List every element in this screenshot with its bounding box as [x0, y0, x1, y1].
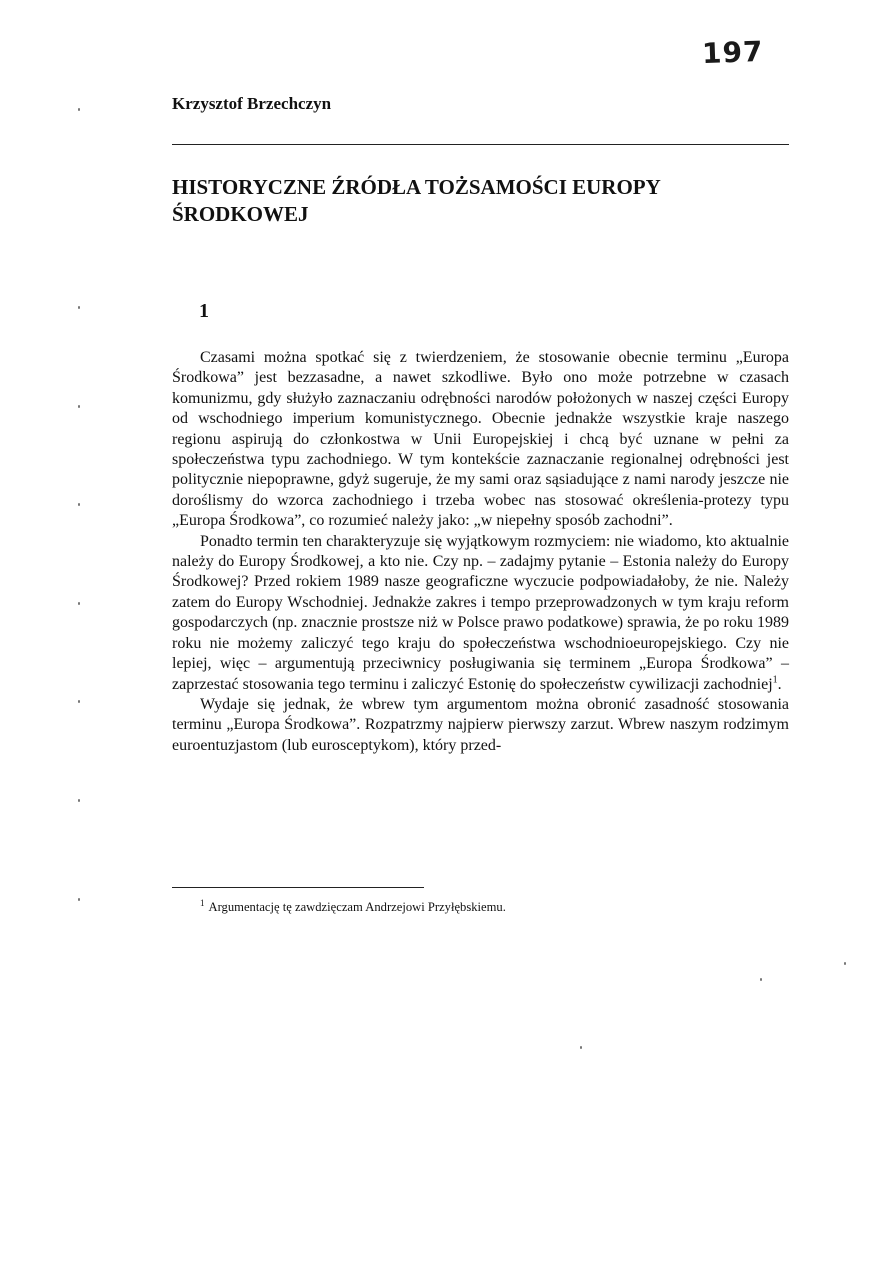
scan-speck: [78, 108, 80, 111]
paragraph-2: [172, 532, 789, 695]
scan-speck: [78, 602, 80, 605]
paragraph-3: Wydaje się jednak, że wbrew tym argumentom można obronić zasadność stosowania terminu „Europa Środkowa”. Rozpatrzmy najpierw pierwszy zarzut. Wbrew naszym rodzimym euroentuzjastom (lub eurosceptykom), który przed-: [172, 695, 789, 754]
footnote-mark: 1: [200, 897, 205, 908]
author-name: Krzysztof Brzechczyn: [172, 94, 332, 113]
scan-speck: [844, 962, 846, 965]
footnote: [200, 897, 506, 915]
scan-speck: [78, 898, 80, 901]
paragraph-2-end: .: [777, 675, 782, 693]
scan-speck: [580, 1046, 582, 1049]
scan-speck: [78, 306, 80, 309]
footnote-text: Argumentację tę zawdzięczam Andrzejowi Przyłębskiemu.: [208, 900, 506, 914]
article-body: [172, 348, 789, 756]
handwritten-page-number: 197: [701, 34, 765, 71]
footnote-divider: [172, 887, 424, 888]
scan-speck: [760, 978, 762, 981]
scan-speck: [78, 405, 80, 408]
paragraph-2-text: Ponadto termin ten charakteryzuje się wyjątkowym rozmyciem: nie wiadomo, kto aktualnie należy do Europy Środkowej, a kto nie. Czy np. – zadajmy pytanie – Estonia należy do Europy Środkowej? Przed rokiem 1989 nasze geograficzne wyczucie podpowiadałoby, że nie. Należy zatem do Europy Wschodniej. Jednakże zakres i tempo przeprowadzonych w tym kraju reform gospodarczych (np. znacznie prostsze niż w Polsce prawo podatkowe) sprawia, że po roku 1989 roku nie możemy zaliczyć tego kraju do społeczeństwa wschodnioeuropejskiego. Czy nie lepiej, więc – argumentują przeciwnicy posługiwania się terminem „Europa Środkowa” – zaprzestać stosowania tego terminu i zaliczyć Estonię do społeczeństw cywilizacji zachodniej: [172, 532, 789, 693]
scan-speck: [78, 503, 80, 506]
scan-speck: [78, 700, 80, 703]
section-number: 1: [199, 300, 209, 322]
article-title: HISTORYCZNE ŹRÓDŁA TOŻSAMOŚCI EUROPY ŚRODKOWEJ: [172, 175, 661, 226]
paragraph-1: Czasami można spotkać się z twierdzeniem, że stosowanie obecnie terminu „Europa Środkowa” jest bezzasadne, a nawet szkodliwe. Było ono może potrzebne w czasach komunizmu, gdy służyło zaznaczaniu odrębności narodów położonych w naszej części Europy od wschodniego imperium komunistycznego. Obecnie jednakże wszystkie kraje naszego regionu aspirują do członkostwa w Unii Europejskiej i chcą być uznane w pełni za społeczeństwa typu zachodniego. W tym kontekście zaznaczanie regionalnej odrębności jest politycznie niepoprawne, gdyż sugeruje, że my sami oraz sąsiadujące z nami narody jeszcze nie doroślismy do wzorca zachodniego i trzeba wobec nas stosować określenia-protezy typu „Europa Środkowa”, co rozumieć należy jako: „w niepełny sposób zachodni”.: [172, 349, 789, 530]
header-divider: [172, 144, 789, 145]
scan-speck: [78, 799, 80, 802]
footnote-reference: 1: [772, 674, 778, 686]
